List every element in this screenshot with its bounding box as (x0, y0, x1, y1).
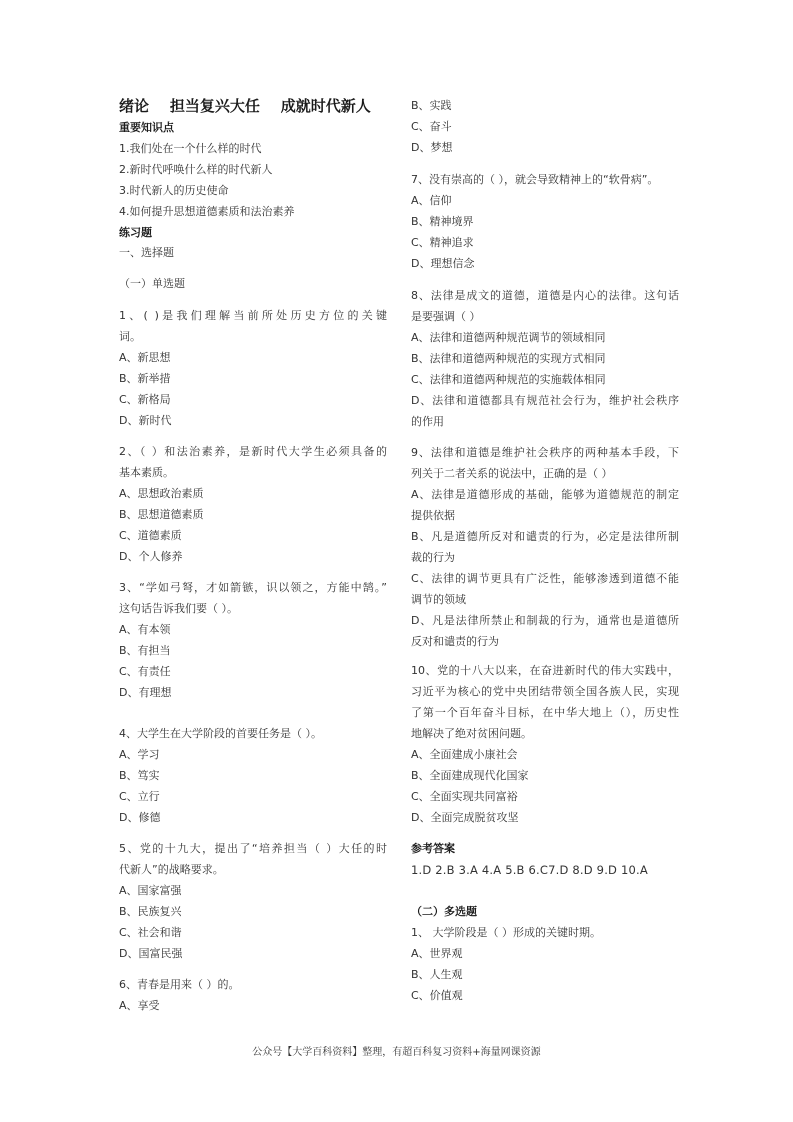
option-c: C、全面实现共同富裕 (411, 790, 518, 803)
option-b: B、笃实 (119, 769, 160, 782)
question-text: 1、 大学阶段是（ ）形成的关键时期。 (411, 926, 601, 939)
option-d: D、有理想 (119, 686, 172, 699)
question-text: 6、青春是用来（ ）的。 (119, 978, 240, 991)
practice-heading: 练习题 (119, 226, 152, 239)
option-d: D、国富民强 (119, 947, 183, 960)
knowledge-point: 1.我们处在一个什么样的时代 (119, 142, 262, 155)
option-c: C、新格局 (119, 393, 171, 406)
option-b: B、思想道德素质 (119, 508, 204, 521)
option-c: C、法律和道德两种规范的实施载体相同 (411, 373, 606, 386)
answers-line: 1.D 2.B 3.A 4.A 5.B 6.C7.D 8.D 9.D 10.A (411, 863, 648, 877)
option-b: B、人生观 (411, 968, 463, 981)
question-text: 习近平为核心的党中央团结带领全国各族人民，实现 (411, 685, 679, 698)
option-b: B、精神境界 (411, 215, 474, 228)
question-text: 7、没有崇高的（ ），就会导致精神上的“软骨病”。 (411, 173, 659, 186)
option-a: A、信仰 (411, 194, 452, 207)
option-c-cont: 调节的领域 (411, 593, 466, 606)
knowledge-heading: 重要知识点 (119, 121, 174, 134)
question-text: 地解决了绝对贫困问题。 (411, 727, 532, 740)
option-d: D、理想信念 (411, 257, 475, 270)
option-b: B、全面建成现代化国家 (411, 769, 529, 782)
question-text: 2、（ ）和法治素养，是新时代大学生必须具备的 (119, 445, 387, 458)
option-a: A、有本领 (119, 623, 171, 636)
question-text: 列关于二者关系的说法中，正确的是（ ） (411, 467, 613, 480)
option-c: C、奋斗 (411, 120, 452, 133)
option-a: A、全面建成小康社会 (411, 748, 518, 761)
option-a: A、国家富强 (119, 884, 182, 897)
option-d: D、修德 (119, 811, 161, 824)
section-choice: 一、选择题 (119, 246, 174, 259)
option-a-cont: 提供依据 (411, 509, 455, 522)
option-b: B、实践 (411, 99, 452, 112)
option-c: C、有责任 (119, 665, 171, 678)
question-text: 8、法律是成文的道德，道德是内心的法律。这句话 (411, 289, 679, 302)
question-text: 这句话告诉我们要（ ）。 (119, 602, 238, 615)
option-b: B、新举措 (119, 372, 171, 385)
option-a: A、法律和道德两种规范调节的领域相同 (411, 331, 606, 344)
option-d: D、凡是法律所禁止和制裁的行为，通常也是道德所 (411, 614, 679, 627)
question-text: 了第一个百年奋斗目标，在中华大地上（），历史性 (411, 706, 679, 719)
option-c: C、价值观 (411, 989, 463, 1002)
question-text: 代新人”的战略要求。 (119, 863, 224, 876)
option-c: C、精神追求 (411, 236, 474, 249)
option-a: A、新思想 (119, 351, 171, 364)
option-c: C、社会和谐 (119, 926, 182, 939)
option-d: D、新时代 (119, 414, 172, 427)
option-d-cont: 反对和谴责的行为 (411, 635, 499, 648)
option-a: A、学习 (119, 748, 160, 761)
knowledge-point: 4.如何提升思想道德素质和法治素养 (119, 205, 295, 218)
page-footer: 公众号【大学百科资料】整理，有超百科复习资料+海量网课资源 (252, 1047, 541, 1058)
knowledge-point: 2.新时代呼唤什么样的时代新人 (119, 163, 273, 176)
question-text: 1、( )是我们理解当前所处历史方位的关键 (119, 309, 387, 322)
option-c: C、立行 (119, 790, 160, 803)
page-title: 绪论 担当复兴大任 成就时代新人 (119, 97, 371, 115)
option-b: B、凡是道德所反对和谴责的行为，必定是法律所制 (411, 530, 679, 543)
question-text: 10、党的十八大以来，在奋进新时代的伟大实践中， (411, 664, 679, 677)
option-a: A、思想政治素质 (119, 487, 204, 500)
option-b-cont: 裁的行为 (411, 551, 455, 564)
option-d: D、法律和道德都具有规范社会行为，维护社会秩序 (411, 394, 679, 407)
option-b: B、民族复兴 (119, 905, 182, 918)
option-a: A、享受 (119, 999, 160, 1012)
option-b: B、有担当 (119, 644, 171, 657)
option-d: D、全面完成脱贫攻坚 (411, 811, 519, 824)
answers-heading: 参考答案 (411, 842, 455, 855)
section-multi-choice: （二）多选题 (411, 905, 477, 918)
option-c: C、道德素质 (119, 529, 182, 542)
knowledge-point: 3.时代新人的历史使命 (119, 184, 229, 197)
option-a: A、法律是道德形成的基础，能够为道德规范的制定 (411, 488, 679, 501)
question-text: 4、大学生在大学阶段的首要任务是（ ）。 (119, 727, 322, 740)
question-text: 5、党的十九大，提出了“培养担当（ ）大任的时 (119, 842, 387, 855)
question-text: 3、“学如弓弩，才如箭镞，识以领之，方能中鹄。” (119, 581, 387, 594)
option-d: D、个人修养 (119, 550, 183, 563)
option-d: D、梦想 (411, 141, 453, 154)
question-text: 是要强调（ ） (411, 310, 481, 323)
option-a: A、世界观 (411, 947, 463, 960)
question-text: 基本素质。 (119, 466, 174, 479)
question-text: 9、法律和道德是维护社会秩序的两种基本手段，下 (411, 446, 679, 459)
option-c: C、法律的调节更具有广泛性，能够渗透到道德不能 (411, 572, 679, 585)
option-b: B、法律和道德两种规范的实现方式相同 (411, 352, 606, 365)
question-text: 词。 (119, 330, 141, 343)
section-single-choice: （一）单选题 (119, 277, 185, 290)
option-d-cont: 的作用 (411, 415, 444, 428)
